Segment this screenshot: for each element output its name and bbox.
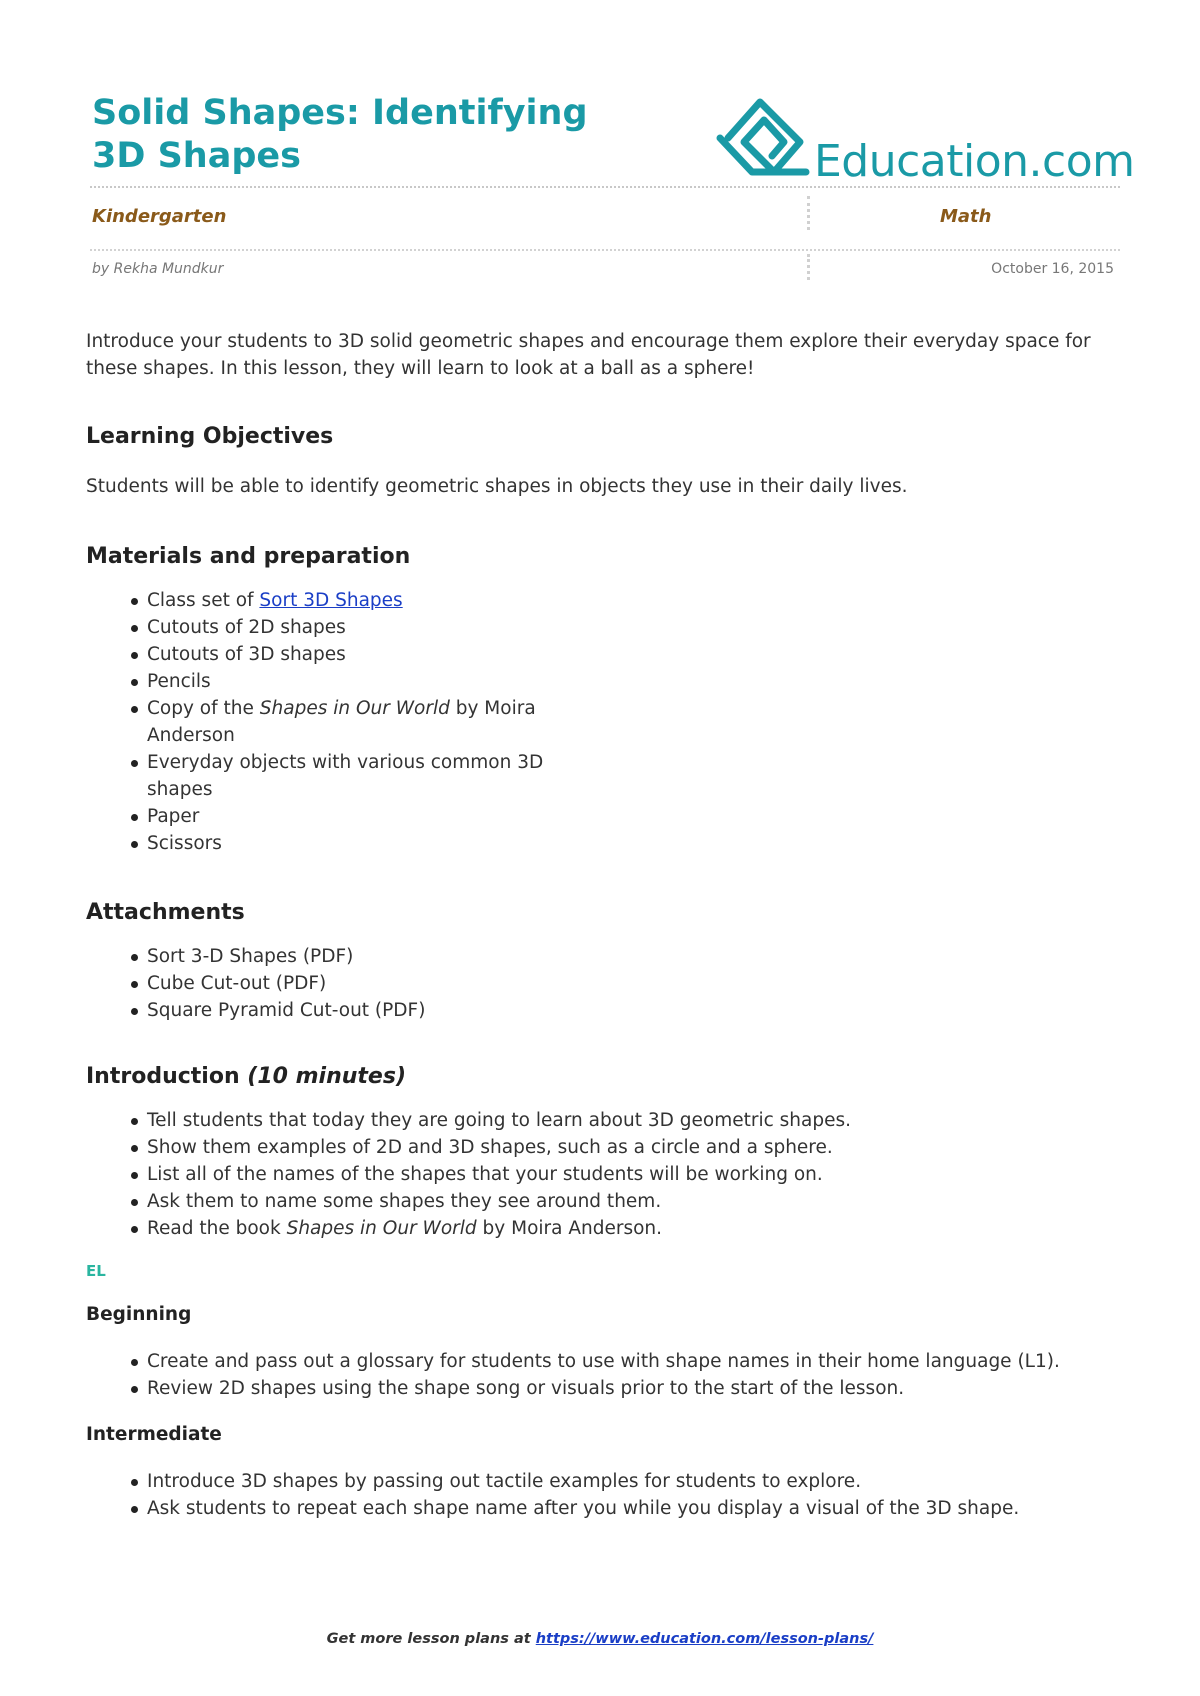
attachments-list (86, 943, 1116, 1024)
list-item: Introduce 3D shapes by passing out tactile examples for students to explore. (147, 1468, 1116, 1495)
el-tag: EL (86, 1262, 106, 1280)
book-title: Shapes in Our World (259, 698, 450, 719)
beginning-heading: Beginning (86, 1304, 192, 1325)
meta-divider (90, 249, 1120, 251)
list-item: Cutouts of 3D shapes (147, 641, 587, 668)
sort-3d-shapes-link[interactable]: Sort 3D Shapes (259, 590, 403, 611)
page-title: Solid Shapes: Identifying 3D Shapes (92, 93, 588, 176)
objectives-heading: Learning Objectives (86, 424, 334, 449)
materials-list (86, 587, 587, 857)
introduction-duration: (10 minutes) (247, 1064, 407, 1089)
education-logo[interactable] (714, 94, 1134, 186)
meta-column-divider (807, 196, 810, 230)
list-item: List all of the names of the shapes that your students will be working on. (147, 1161, 1116, 1188)
list-item: Class set of Sort 3D Shapes (147, 587, 587, 614)
logo-wordmark: Education.com (814, 136, 1135, 187)
introduction-heading: Introduction (10 minutes) (86, 1064, 407, 1089)
materials-heading: Materials and preparation (86, 544, 411, 569)
objectives-text: Students will be able to identify geometric shapes in objects they use in their daily lives. (86, 476, 908, 497)
intermediate-list (86, 1468, 1116, 1522)
list-item: Ask students to repeat each shape name after you while you display a visual of the 3D shape. (147, 1495, 1116, 1522)
attachments-heading: Attachments (86, 900, 245, 925)
header-divider (90, 186, 1120, 188)
list-item: Everyday objects with various common 3D shapes (147, 749, 587, 803)
introduction-list (86, 1107, 1116, 1242)
intro-paragraph: Introduce your students to 3D solid geometric shapes and encourage them explore their everyday space for these shapes. In this lesson, they will learn to look at a ball as a sphere! (86, 331, 1091, 379)
list-item: Read the book Shapes in Our World by Moira Anderson. (147, 1215, 1116, 1242)
paperclip-logo-icon (714, 94, 814, 186)
meta-column-divider-2 (807, 254, 810, 280)
attachment-item[interactable]: Cube Cut-out (PDF) (147, 970, 1116, 997)
subject-label: Math (940, 206, 992, 227)
author-byline: by Rekha Mundkur (92, 261, 224, 277)
page-footer: Get more lesson plans at https://www.education.com/lesson-plans/ (326, 1631, 874, 1647)
lesson-content (86, 328, 1116, 1522)
publish-date: October 16, 2015 (991, 261, 1114, 277)
lesson-plans-link[interactable]: https://www.education.com/lesson-plans/ (535, 1631, 874, 1647)
beginning-list (86, 1348, 1116, 1402)
list-item: Review 2D shapes using the shape song or visuals prior to the start of the lesson. (147, 1375, 1116, 1402)
attachment-item[interactable]: Sort 3-D Shapes (PDF) (147, 943, 1116, 970)
list-item: Paper (147, 803, 587, 830)
list-item: Show them examples of 2D and 3D shapes, such as a circle and a sphere. (147, 1134, 1116, 1161)
book-title: Shapes in Our World (286, 1218, 477, 1239)
list-item: Ask them to name some shapes they see around them. (147, 1188, 1116, 1215)
grade-label: Kindergarten (92, 206, 227, 227)
intermediate-heading: Intermediate (86, 1424, 222, 1445)
list-item: Pencils (147, 668, 587, 695)
list-item: Copy of the Shapes in Our World by Moira Anderson (147, 695, 587, 749)
list-item: Create and pass out a glossary for students to use with shape names in their home language (L1). (147, 1348, 1116, 1375)
list-item: Scissors (147, 830, 587, 857)
attachment-item[interactable]: Square Pyramid Cut-out (PDF) (147, 997, 1116, 1024)
list-item: Tell students that today they are going to learn about 3D geometric shapes. (147, 1107, 1116, 1134)
list-item: Cutouts of 2D shapes (147, 614, 587, 641)
